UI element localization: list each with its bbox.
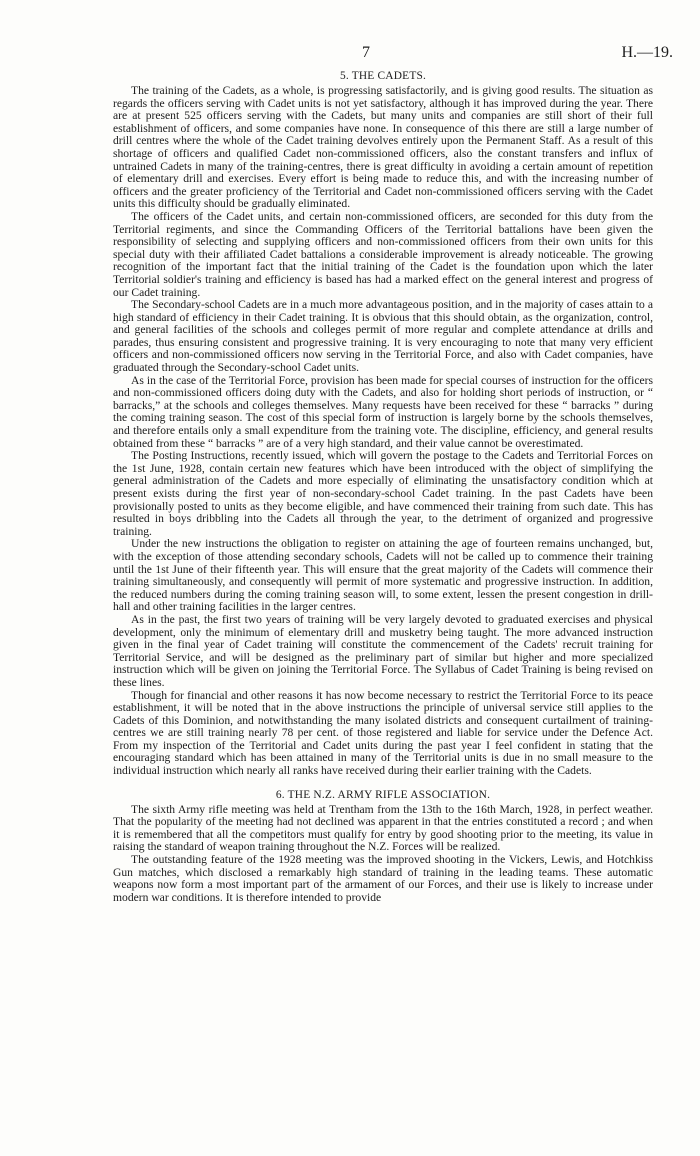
document-reference: H.—19. (621, 44, 673, 61)
section-cadets (113, 69, 653, 778)
section-gap (113, 778, 653, 788)
page-header (0, 44, 700, 68)
paragraph: The training of the Cadets, as a whole, is progressing satisfactorily, and is giving good results. The situation as regards the officers serving with Cadet units is not yet satisfactory, although it has improved during the year. There are at present 525 officers serving with the Cadets, but many units and companies are still short of their full establishment of officers, and some companies have none. In consequence of this there are still a large number of drill centres where the whole of the Cadet training devolves entirely upon the Permanent Staff. As a result of this shortage of officers and qualified Cadet non-commissioned officers, also the constant transfers and influx of untrained Cadets in many of the training-centres, there is great difficulty in avoiding a certain amount of repetition of elementary drill and exercises. Every effort is being made to reduce this, and with the increasing number of officers and the greater proficiency of the Territorial and Cadet non-commissioned officers serving with the Cadet units this difficulty should be gradually eliminated. (113, 84, 653, 211)
section-heading: 5. THE CADETS. (339, 70, 427, 82)
paragraph: The outstanding feature of the 1928 meeting was the improved shooting in the Vickers, Lewis, and Hotchkiss Gun matches, which disclosed a remarkably high standard of training in the leading teams. These automatic weapons now form a most important part of the armament of our Forces, and their use is likely to increase under modern war conditions. It is therefore intended to provide (113, 853, 653, 904)
paragraph: As in the case of the Territorial Force, provision has been made for special courses of instruction for the officers and non-commissioned officers doing duty with the Cadets, and also for holding short periods of instruction, or “ barracks,” at the schools and colleges themselves. Many requests have been received for these “ barracks ” during the coming training season. The cost of this special form of instruction is largely borne by the schools themselves, and therefore entails only a small expenditure from the training vote. The discipline, efficiency, and general results obtained from these “ barracks ” are of a very high standard, and their value cannot be overestimated. (113, 373, 653, 450)
paragraph: The Posting Instructions, recently issued, which will govern the postage to the Cadets and Territorial Forces on the 1st June, 1928, contain certain new features which have been introduced with the object of simplifying the general administration of the Cadets and more especially of eliminating the unsatisfactory condition which at present exists during the first year of non-secondary-school Cadet training. In the past Cadets have been provisionally posted to units as they become eligible, and have commenced their training from such date. This has resulted in boys dribbling into the Cadets all through the year, to the detriment of organized and progressive training. (113, 449, 653, 538)
paragraph: As in the past, the first two years of training will be very largely devoted to graduated exercises and physical development, only the minimum of elementary drill and musketry being taught. The more advanced instruction given in the final year of Cadet training will constitute the commencement of the Cadets' recruit training for Territorial Service, and will be designed as the preliminary part of similar but higher and more specialized instruction which will be given on joining the Territorial Force. The Syllabus of Cadet Training is being revised on these lines. (113, 612, 653, 689)
section-rifle-association (113, 788, 653, 905)
paragraph: Under the new instructions the obligation to register on attaining the age of fourteen remains unchanged, but, with the exception of those attending secondary schools, Cadets will not be called up to commence their training until the 1st June of their fifteenth year. This will ensure that the great majority of the Cadets will commence their training simultaneously, and consequently will permit of more systematic and progressive instruction. In addition, the reduced numbers during the coming training season will, to some extent, lessen the present congestion in drill-hall and other training facilities in the larger centres. (113, 537, 653, 614)
page-body (113, 69, 653, 904)
paragraph: The Secondary-school Cadets are in a much more advantageous position, and in the majority of cases attain to a high standard of efficiency in their Cadet training. It is obvious that this should obtain, as the organization, control, and general facilities of the schools and colleges permit of more regular and complete attendance at drills and parades, thus ensuring consistent and progressive training. It is very encouraging to note that many very efficient officers and non-commissioned officers now serving in the Territorial Force, and also with Cadet companies, have graduated through the Secondary-school Cadet units. (113, 298, 653, 375)
paragraph: The officers of the Cadet units, and certain non-commissioned officers, are seconded for this duty from the Territorial regiments, and since the Commanding Officers of the Territorial battalions have been given the responsibility of selecting and supplying officers and non-commissioned officers from their own units for this special duty with their affiliated Cadet battalions a considerable improvement is already noticeable. The growing recognition of the important fact that the initial training of the Cadet is the foundation upon which the later Territorial soldier's training and efficiency is based has had a marked effect on the general interest and progress of our Cadet training. (113, 209, 653, 299)
section-heading: 6. THE N.Z. ARMY RIFLE ASSOCIATION. (275, 788, 491, 801)
paragraph: Though for financial and other reasons it has now become necessary to restrict the Territorial Force to its peace establishment, it will be noted that in the above instructions the principle of universal service still applies to the Cadets of this Dominion, and notwithstanding the many isolated districts and consequent curtailment of training-centres we are still training nearly 78 per cent. of those registered and liable for service under the Defence Act. From my inspection of the Territorial and Cadet units during the past year I feel confident in stating that the encouraging standard which has been attained in many of the Territorial units is due in no small measure to the individual instruction which nearly all ranks have received during their earlier training with the Cadets. (113, 688, 653, 778)
paragraph: The sixth Army rifle meeting was held at Trentham from the 13th to the 16th March, 1928, in perfect weather. That the popularity of the meeting had not declined was apparent in that the entries constituted a record ; and when it is remembered that all the competitors must qualify for entry by good shooting prior to the meeting, its value in raising the standard of weapon training throughout the N.Z. Forces will be realized. (113, 802, 653, 854)
page-number: 7 (362, 44, 370, 61)
